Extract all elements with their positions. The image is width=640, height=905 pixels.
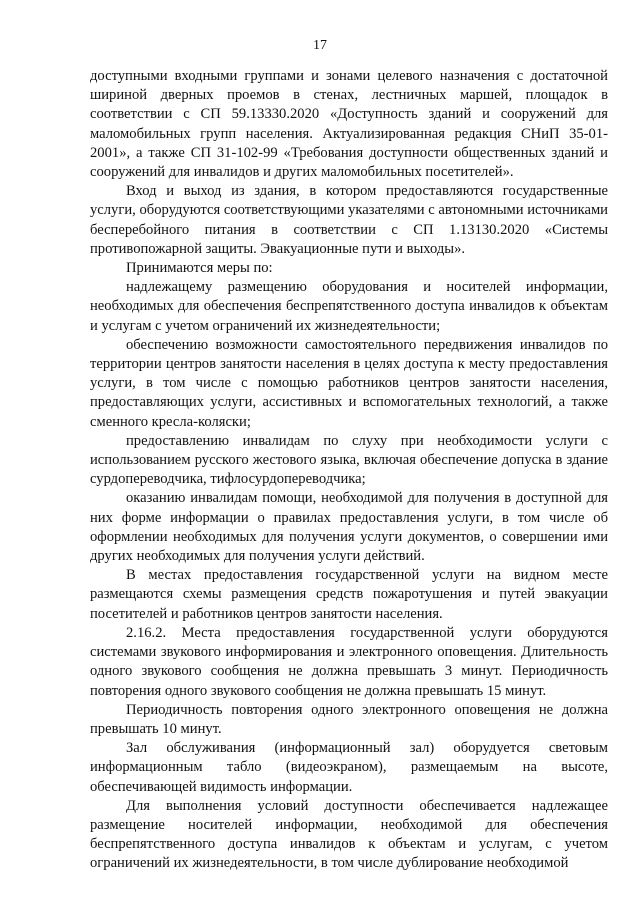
paragraph: Принимаются меры по: [126,260,273,277]
paragraph: надлежащему размещению оборудования и носителей информации, необходимых для обеспечения беспрепятственного доступа инвалидов к объектам и услугам с учетом ограничений их жизнедеятельности; [90,279,608,334]
paragraph: доступными входными группами и зонами целевого назначения с достаточной шириной дверных проемов в стенах, лестничных маршей, площадок в соответствии с СП 59.13330.2020 «Доступность зданий и сооружений для маломобильных групп населения. Актуализированная редакция СНиП 35-01-2001», а также СП 31-102-99 «Требования доступности общественных зданий и сооружений для инвалидов и других маломобильных посетителей». [90,68,608,181]
paragraph: Периодичность повторения одного электронного оповещения не должна превышать 10 минут. [90,701,608,737]
paragraph: Вход и выход из здания, в котором предоставляются государственные услуги, оборудуются соответствующими указателями с автономными источниками бесперебойного питания в соответствии с СП 1.13130.2020 «Системы противопожарной защиты. Эвакуационные пути и выходы». [90,183,608,257]
paragraph: 2.16.2. Места предоставления государственной услуги оборудуются системами звукового информирования и электронного оповещения. Длительность одного звукового сообщения не должна превышать 3 минут. Периодичность повторения одного звукового сообщения не должна превышать 15 минут. [90,624,608,699]
body-text [90,67,608,874]
paragraph: предоставлению инвалидам по слуху при необходимости услуги с использованием русского жестового языка, включая обеспечение допуска в здание сурдопереводчика, тифлосурдопереводчика; [90,432,608,488]
paragraph: обеспечению возможности самостоятельного передвижения инвалидов по территории центров занятости населения в целях доступа к месту предоставления услуги, в том числе с помощью работников центров занятости населения, предоставляющих услуги, ассистивных и вспомогательных технологий, а также сменного кресла-коляски; [90,336,608,430]
paragraph: Для выполнения условий доступности обеспечивается надлежащее размещение носителей информации, необходимой для обеспечения беспрепятственного доступа инвалидов к объектам и услугам, с учетом ограничений их жизнедеятельности, в том числе дублирование необходимой [90,797,608,872]
page-number: 17 [313,38,327,53]
paragraph: оказанию инвалидам помощи, необходимой для получения в доступной для них форме информации о правилах предоставления услуги, в том числе об оформлении необходимых для получения услуги документов, о совершении ими других необходимых для получения услуги действий. [90,490,608,565]
paragraph: Зал обслуживания (информационный зал) оборудуется световым информационным табло (видеоэкраном), размещаемым на высоте, обеспечивающей видимость информации. [90,740,608,795]
paragraph: В местах предоставления государственной услуги на видном месте размещаются схемы размещения средств пожаротушения и путей эвакуации посетителей и работников центров занятости населения. [90,567,608,622]
